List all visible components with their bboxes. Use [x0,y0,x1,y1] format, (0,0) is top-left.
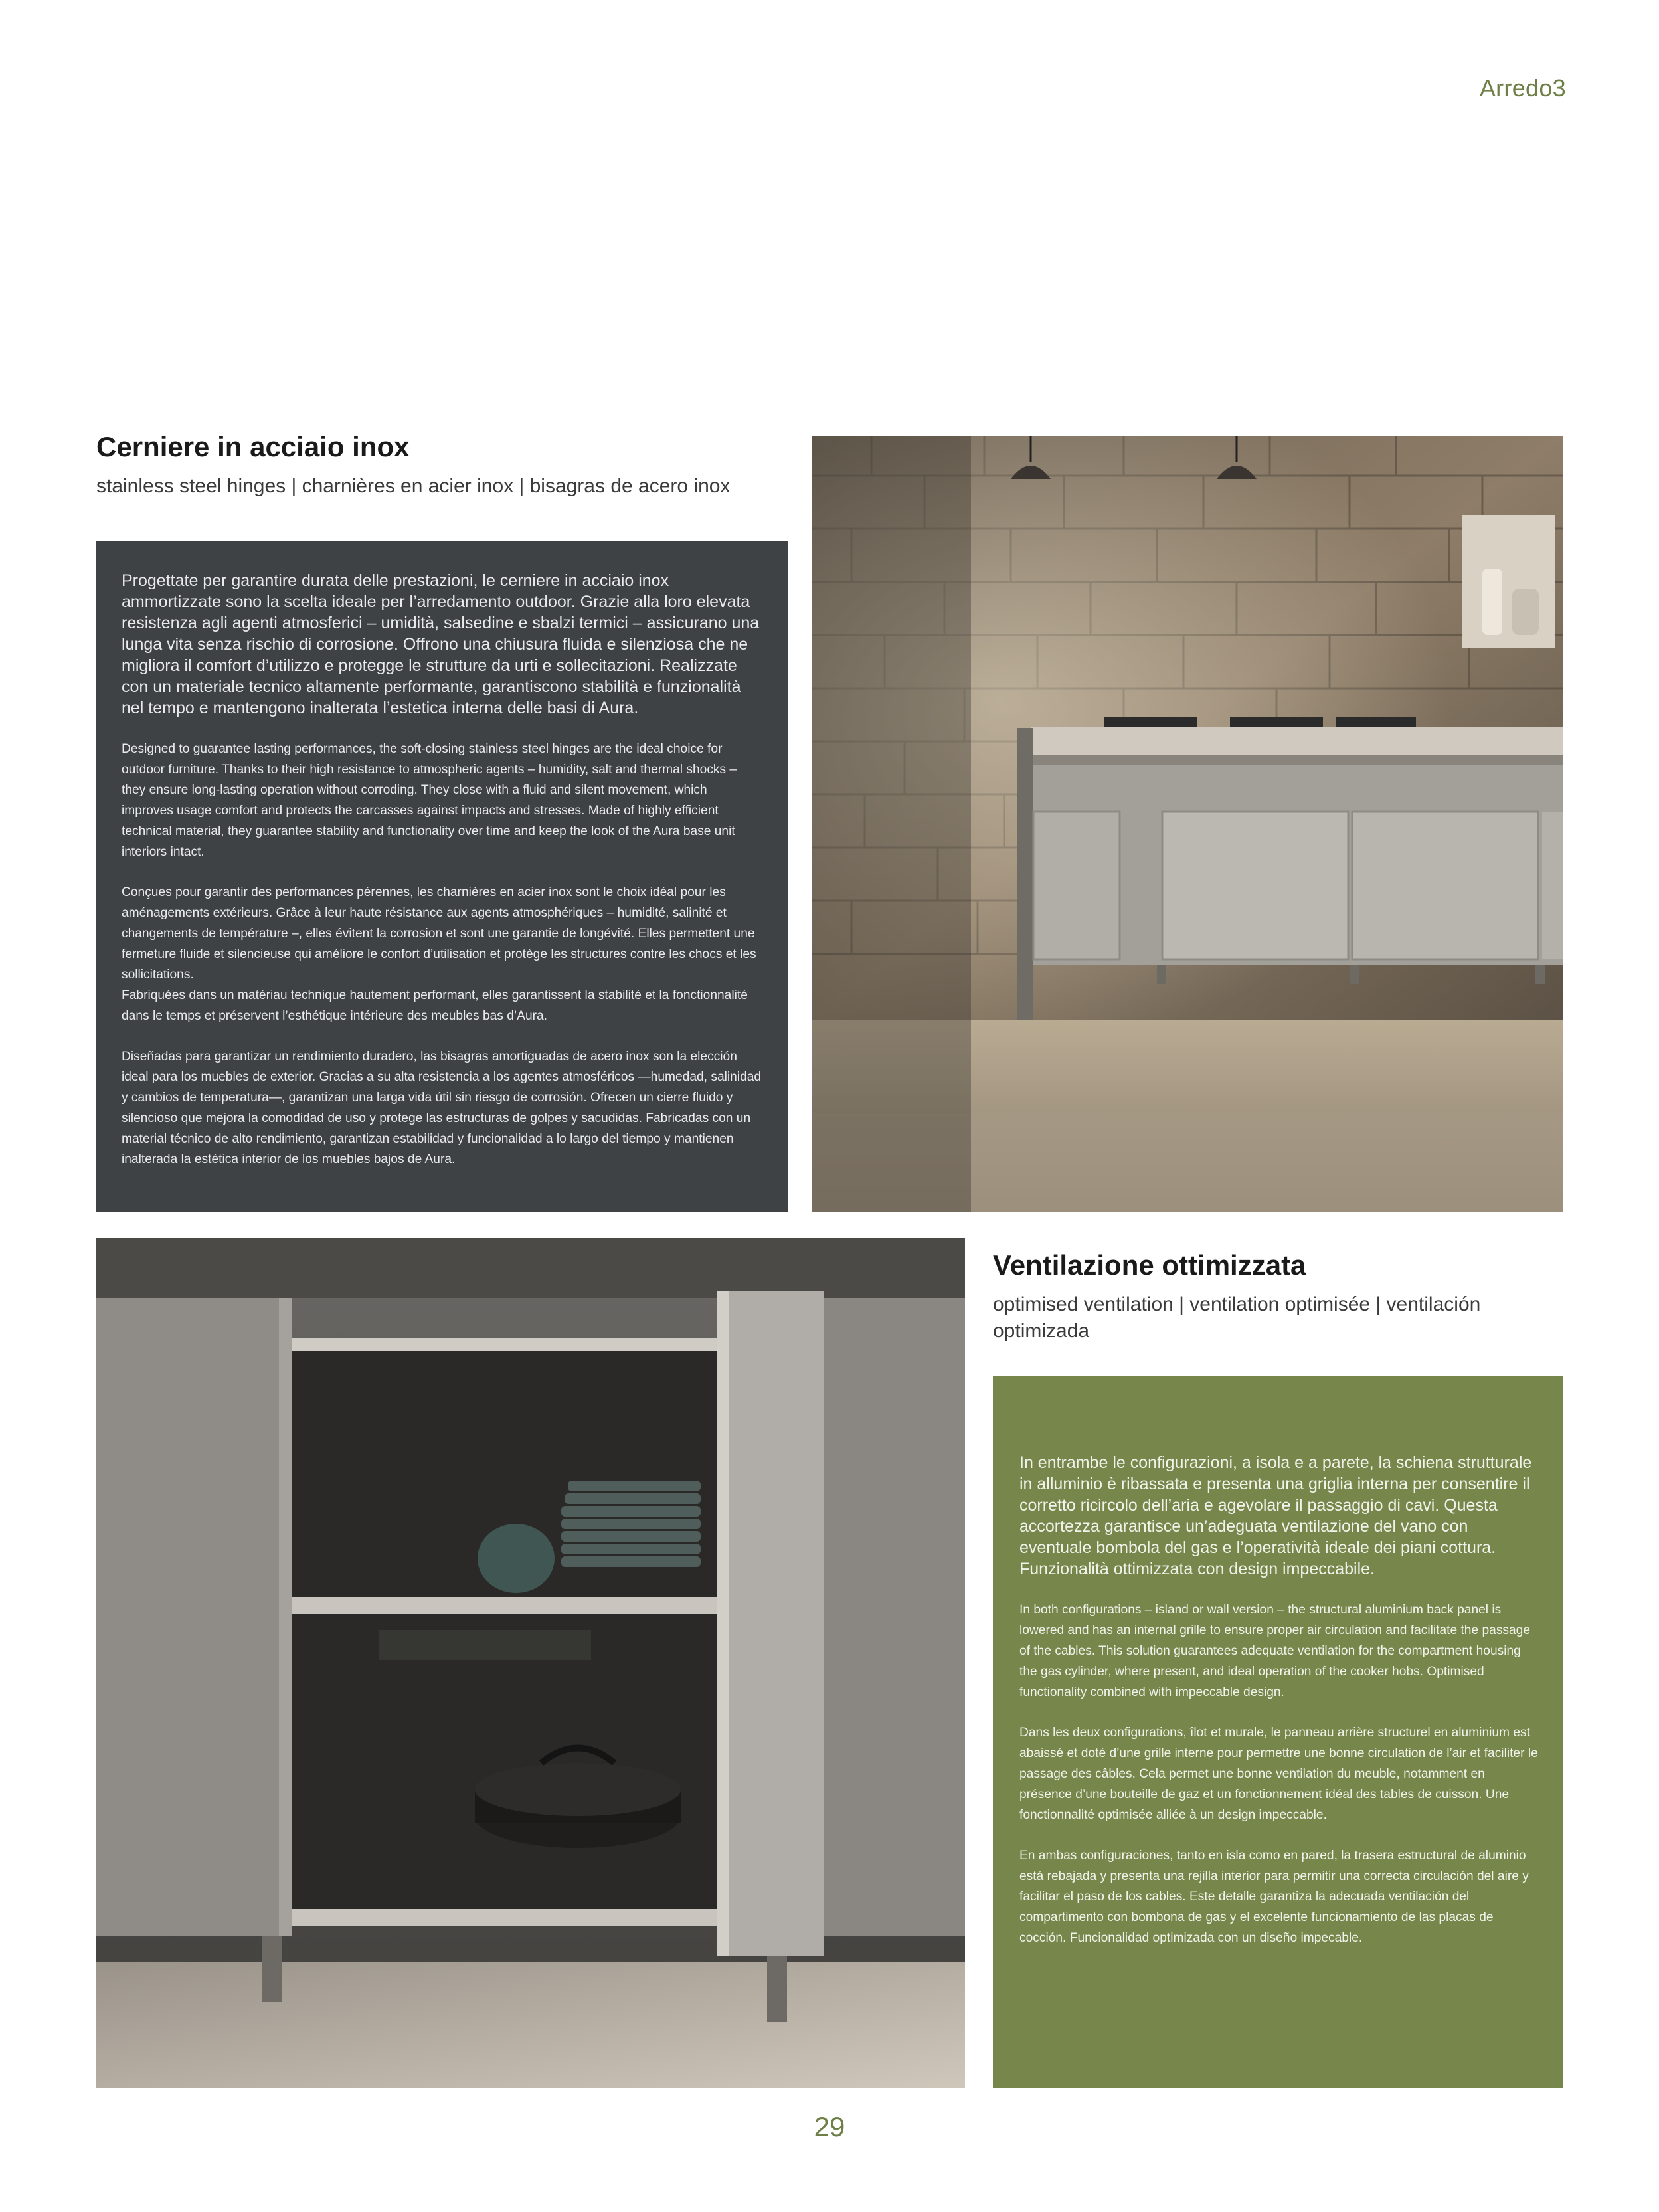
hinges-text-it: Progettate per garantire durata delle prestazioni, le cerniere in acciaio inox ammortizzate sono la scelta ideale per l’arredamento outdoor. Grazie alla loro elevata resistenza agli agenti atmosferici – umidità, salsedine e sbalzi termici – assicurano una lunga vita senza rischio di corrosione. Offrono una chiusura fluida e silenziosa che ne migliora il comfort d’utilizzo e protegge le strutture da urti e sollecitazioni. Realizzate con un materiale tecnico altamente performante, garantiscono stabilità e funzionalità nel tempo e mantengono inalterata l’estetica interna delle basi di Aura. [122,571,760,717]
ventilation-text-box [993,1376,1563,2088]
open-cabinet-illustration [96,1238,965,2088]
hinges-text-fr-2: Fabriquées dans un matériau technique hautement performant, elles garantissent la stabilité et la fonctionnalité dans le temps et préservent l’esthétique intérieure des meubles bas d’Aura. [122,988,748,1023]
outdoor-kitchen-illustration [812,436,1563,1212]
page-number: 29 [814,2111,845,2142]
hinges-text-es: Diseñadas para garantizar un rendimiento duradero, las bisagras amortiguadas de acero inox son la elección ideal para los muebles de exterior. Gracias a su alta resistencia a los agentes atmosféricos —humedad, salinidad y cambios de temperatura—, garantizan una larga vida útil sin riesgo de corrosión. Ofrecen un cierre fluido y silencioso que mejora la comodidad de uso y protege las estructuras de golpes y sacudidas. Fabricadas con un material técnico de alto rendimiento, garantizan estabilidad y funcionalidad a lo largo del tiempo y mantienen inalterada la estética interior de los muebles bajos de Aura. [122,1050,762,1166]
ventilation-title: Ventilazione ottimizzata [993,1249,1306,1281]
hinges-text-en: Designed to guarantee lasting performances, the soft-closing stainless steel hinges are the ideal choice for outdoor furniture. Thanks to their high resistance to atmospheric agents – humidity, salt and thermal shocks – they ensure long-lasting operation without corroding. They close with a fluid and silent movement, which improves usage comfort and protects the carcasses against impacts and stresses. Made of highly efficient technical material, they guarantee stability and functionality over time and keep the look of the Aura base unit interiors intact. [122,742,737,859]
hinges-title: Cerniere in acciaio inox [96,431,410,462]
ventilation-subtitle: optimised ventilation | ventilation optimisée | ventilación optimizada [993,1293,1481,1342]
open-cabinet-photo [96,1238,965,2088]
hinges-text-box [96,541,788,1212]
hinges-text-fr: Conçues pour garantir des performances pérennes, les charnières en acier inox sont le choix idéal pour les aménagements extérieurs. Grâce à leur haute résistance aux agents atmosphériques – humidité, salinité et changements de température –, elles évitent la corrosion et sont une garantie de longévité. Elles permettent une fermeture fluide et silencieuse qui améliore le confort d’utilisation et protège les structures contre les chocs et les sollicitations. [122,885,756,982]
ventilation-text-it: In entrambe le configurazioni, a isola e a parete, la schiena strutturale in alluminio è ribassata e presenta una griglia interna per consentire il corretto ricircolo dell’aria e agevolare il passaggio di cavi. Questa accortezza garantisce un’adeguata ventilazione del vano con eventuale bombola del gas e l’operatività ideale dei piani cottura. Funzionalità ottimizzata con design impeccabile. [1019,1453,1532,1578]
brand-logo-text: Arredo3 [1479,74,1566,102]
outdoor-kitchen-photo [812,436,1563,1212]
ventilation-text-fr: Dans les deux configurations, îlot et murale, le panneau arrière structurel en aluminium est abaissé et doté d’une grille interne pour permettre une bonne circulation de l’air et faciliter le passage des câbles. Cela permet une bonne ventilation du meuble, notamment en présence d’une bouteille de gaz et un fonctionnement idéal des tables de cuisson. Une fonctionnalité optimisée alliée à un design impeccable. [1019,1726,1538,1822]
ventilation-text-en: In both configurations – island or wall version – the structural aluminium back panel is lowered and has an internal grille to ensure proper air circulation and facilitate the passage of the cables. This solution guarantees adequate ventilation for the compartment housing the gas cylinder, where present, and ideal operation of the cooker hobs. Optimised functionality combined with impeccable design. [1019,1603,1531,1699]
ventilation-text-es: En ambas configuraciones, tanto en isla como en pared, la trasera estructural de aluminio está rebajada y presenta una rejilla interior para permitir una correcta circulación del aire y facilitar el paso de los cables. Este detalle garantiza la adecuada ventilación del compartimento con bombona de gas y el excelente funcionamiento de las placas de cocción. Funcionalidad optimizada con un diseño impecable. [1019,1849,1529,1945]
hinges-subtitle: stainless steel hinges | charnières en acier inox | bisagras de acero inox [96,475,731,497]
